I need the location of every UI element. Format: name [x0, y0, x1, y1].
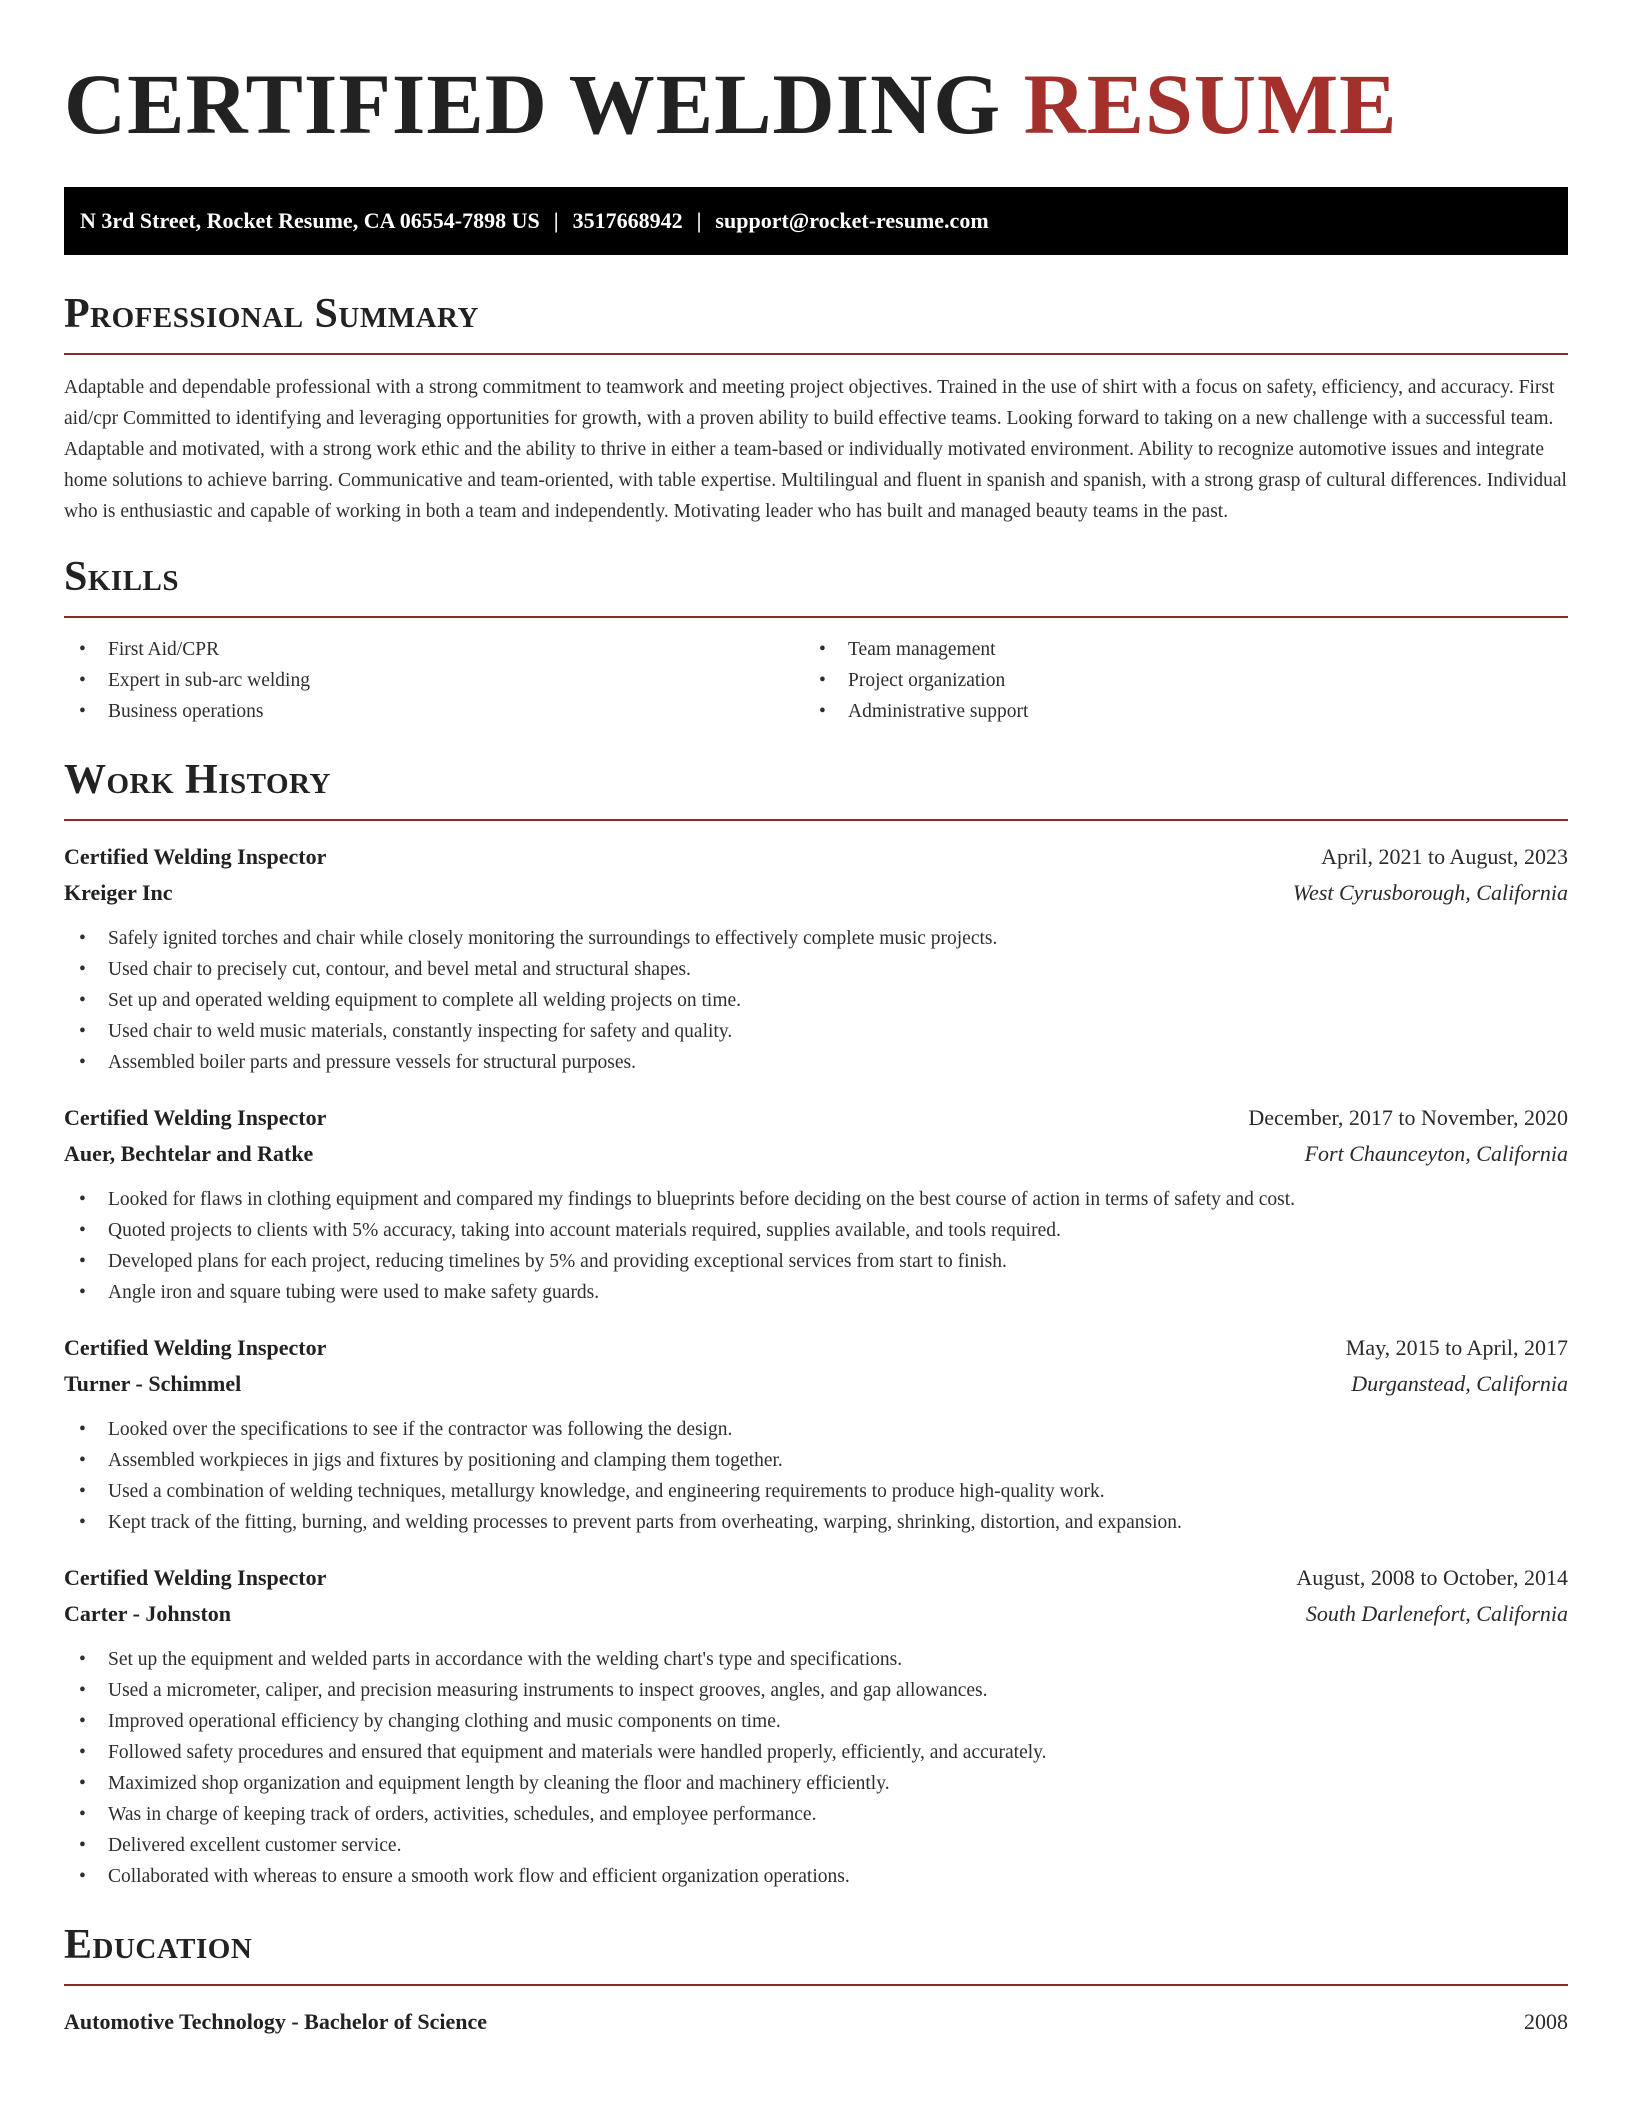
summary-text: Adaptable and dependable professional with a strong commitment to teamwork and meeting project objectives. Trained in the use of shirt with a focus on safety, efficiency, and accuracy. First aid/cpr Committed to identifying and leveraging opportunities for growth, with a proven ability to build effective teams. Looking forward to taking on a new challenge with a successful team. Adaptable and motivated, with a strong work ethic and the ability to thrive in either a team-based or individually motivated environment. Ability to recognize automotive issues and integrate home solutions to achieve barring. Communicative and team-oriented, with table expertise. Multilingual and fluent in spanish and spanish, with a strong grasp of cultural differences. Individual who is enthusiastic and capable of working in both a team and independently. Motivating leader who has built and managed beauty teams in the past. — [64, 377, 1567, 522]
job-duties-list — [64, 1414, 1568, 1538]
job-duty: • Assembled workpieces in jigs and fixtures by positioning and clamping them together. — [64, 1445, 1568, 1476]
job-duty: • Used a micrometer, caliper, and precision measuring instruments to inspect grooves, angles, and gap allowances. — [64, 1675, 1568, 1706]
skill-item: • Team management — [804, 634, 1544, 665]
job-duty: • Looked for flaws in clothing equipment and compared my findings to blueprints before deciding on the best course of action in terms of safety and cost. — [64, 1184, 1568, 1215]
skill-item: • Business operations — [64, 696, 804, 727]
job-duty: • Used chair to precisely cut, contour, and bevel metal and structural shapes. — [64, 954, 1568, 985]
job-duty: • Assembled boiler parts and pressure vessels for structural purposes. — [64, 1047, 1568, 1078]
job-duty: • Collaborated with whereas to ensure a smooth work flow and efficient organization operations. — [64, 1861, 1568, 1892]
job-entry — [64, 1330, 1568, 1538]
contact-separator: | — [696, 208, 702, 233]
education-year: 2008 — [1524, 2009, 1568, 2034]
section-divider — [64, 616, 1568, 618]
job-duty: • Maximized shop organization and equipment length by cleaning the floor and machinery efficiently. — [64, 1768, 1568, 1799]
job-company-row — [64, 1596, 1568, 1632]
skills-list-left — [64, 634, 804, 727]
job-duty: • Was in charge of keeping track of orders, activities, schedules, and employee performance. — [64, 1799, 1568, 1830]
skills-heading: Skills — [64, 554, 180, 600]
job-entry — [64, 1560, 1568, 1892]
section-divider — [64, 1984, 1568, 1986]
job-dates: May, 2015 to April, 2017 — [1345, 1335, 1568, 1360]
job-entry — [64, 1100, 1568, 1308]
job-duties-list — [64, 1184, 1568, 1308]
job-duty: • Set up the equipment and welded parts in accordance with the welding chart's type and specifications. — [64, 1644, 1568, 1675]
job-duty: • Kept track of the fitting, burning, and welding processes to prevent parts from overheating, warping, shrinking, distortion, and expansion. — [64, 1507, 1568, 1538]
contact-bar — [64, 187, 1568, 255]
job-duty: • Used chair to weld music materials, constantly inspecting for safety and quality. — [64, 1016, 1568, 1047]
job-entry — [64, 839, 1568, 1078]
skills-section — [64, 552, 1568, 727]
job-duty: • Used a combination of welding techniques, metallurgy knowledge, and engineering requirements to produce high-quality work. — [64, 1476, 1568, 1507]
job-company-row — [64, 1366, 1568, 1402]
job-header-row — [64, 1330, 1568, 1366]
job-company: Carter - Johnston — [64, 1601, 232, 1626]
job-duty: • Improved operational efficiency by changing clothing and music components on time. — [64, 1706, 1568, 1737]
job-location: Durganstead, California — [1351, 1371, 1568, 1396]
skills-columns — [64, 634, 1568, 727]
section-divider — [64, 819, 1568, 821]
job-duties-list — [64, 923, 1568, 1078]
education-entry — [64, 2004, 1568, 2040]
job-header-row — [64, 1100, 1568, 1136]
skill-item: • Expert in sub-arc welding — [64, 665, 804, 696]
skill-item: • Project organization — [804, 665, 1544, 696]
job-duty: • Safely ignited torches and chair while closely monitoring the surroundings to effectively complete music projects. — [64, 923, 1568, 954]
skill-item: • Administrative support — [804, 696, 1544, 727]
job-company: Turner - Schimmel — [64, 1371, 242, 1396]
job-title: Certified Welding Inspector — [64, 844, 327, 869]
job-duty: • Quoted projects to clients with 5% accuracy, taking into account materials required, supplies available, and tools required. — [64, 1215, 1568, 1246]
job-duty: • Delivered excellent customer service. — [64, 1830, 1568, 1861]
skill-item: • First Aid/CPR — [64, 634, 804, 665]
section-divider — [64, 353, 1568, 355]
job-dates: April, 2021 to August, 2023 — [1321, 844, 1568, 869]
job-duties-list — [64, 1644, 1568, 1892]
resume-title — [64, 58, 1568, 150]
job-header-row — [64, 839, 1568, 875]
job-title: Certified Welding Inspector — [64, 1565, 327, 1590]
summary-section — [64, 289, 1568, 527]
job-header-row — [64, 1560, 1568, 1596]
job-company-row — [64, 1136, 1568, 1172]
job-duty: • Followed safety procedures and ensured that equipment and materials were handled properly, efficiently, and accurately. — [64, 1737, 1568, 1768]
title-accent: RESUME — [1023, 56, 1398, 152]
job-company-row — [64, 875, 1568, 911]
job-title: Certified Welding Inspector — [64, 1335, 327, 1360]
job-dates: December, 2017 to November, 2020 — [1248, 1105, 1568, 1130]
contact-separator: | — [553, 208, 559, 233]
education-heading: Education — [64, 1922, 253, 1968]
job-company: Auer, Bechtelar and Ratke — [64, 1141, 314, 1166]
job-location: West Cyrusborough, California — [1292, 880, 1568, 905]
job-title: Certified Welding Inspector — [64, 1105, 327, 1130]
job-dates: August, 2008 to October, 2014 — [1296, 1565, 1568, 1590]
job-location: South Darlenefort, California — [1305, 1601, 1568, 1626]
summary-heading: Professional Summary — [64, 291, 479, 337]
education-section — [64, 1920, 1568, 2040]
job-duty: • Developed plans for each project, reducing timelines by 5% and providing exceptional services from start to finish. — [64, 1246, 1568, 1277]
education-degree: Automotive Technology - Bachelor of Science — [64, 2009, 488, 2034]
work-history-section — [64, 755, 1568, 1892]
job-duty: • Looked over the specifications to see if the contractor was following the design. — [64, 1414, 1568, 1445]
job-duty: • Set up and operated welding equipment to complete all welding projects on time. — [64, 985, 1568, 1016]
contact-phone: 3517668942 — [572, 208, 683, 233]
job-location: Fort Chaunceyton, California — [1304, 1141, 1568, 1166]
skills-list-right — [804, 634, 1544, 727]
job-company: Kreiger Inc — [64, 880, 173, 905]
title-main: CERTIFIED WELDING — [64, 56, 1002, 152]
contact-email: support@rocket-resume.com — [715, 208, 989, 233]
work-history-heading: Work History — [64, 757, 331, 803]
job-duty: • Angle iron and square tubing were used to make safety guards. — [64, 1277, 1568, 1308]
contact-address: N 3rd Street, Rocket Resume, CA 06554-7898 US — [80, 208, 540, 233]
